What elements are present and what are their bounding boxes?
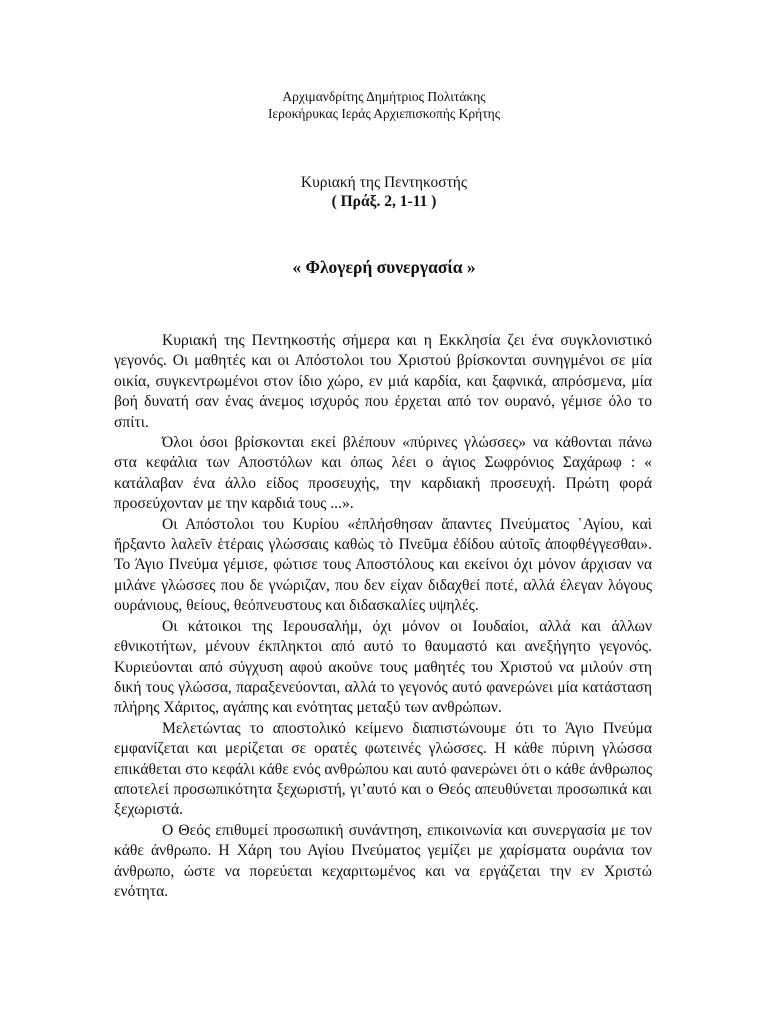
body-paragraph: Οι Απόστολοι του Κυρίου «ἐπλήσθησαν ἅπαντες Πνεύματος ῾Αγίου, καὶ ἤρξαντο λαλεῖν ἑτέραις γλώσσαις καθὼς τὸ Πνεῦμα ἐδίδου αὐτοῖς ἀποφθέγγεσθαι». Το Άγιο Πνεύμα γέμισε, φώτισε τους Αποστόλους και εκείνοι όχι μόνον άρχισαν να μιλάνε γλώσσες που δε γνώριζαν, που δεν είχαν διδαχθεί ποτέ, αλλά έλεγαν λόγους ουράνιους, θείους, θεόπνευστους και διδασκαλίες υψηλές. <box>114 515 652 615</box>
occasion-name: Κυριακή της Πεντηκοστής <box>300 174 468 191</box>
body-paragraph: Όλοι όσοι βρίσκονται εκεί βλέπουν «πύρινες γλώσσες» να κάθονται πάνω στα κεφάλια των Αποστόλων και όπως λέει ο άγιος Σωφρόνιος Σαχάρωφ : « κατάλαβαν ένα άλλο είδος προσευχής, την καρδιακή προσευχή. Πρώτη φορά προσεύχονταν με την καρδιά τους ...». <box>114 434 652 513</box>
author-header <box>0 88 768 122</box>
sermon-title: « Φλογερή συνεργασία » <box>292 257 476 277</box>
body-paragraph: Οι κάτοικοι της Ιερουσαλήμ, όχι μόνον οι Ιουδαίοι, αλλά και άλλων εθνικοτήτων, μένουν έκπληκτοι από αυτό το θαυμαστό και ανεξήγητο γεγονός. Κυριεύονται από σύγχυση αφού ακούνε τους μαθητές του Χριστού να μιλούν στη δική τους γλώσσα, παραξενεύονται, αλλά το γεγονός αυτό φανερώνει μία κατάσταση πλήρης Χάριτος, αγάπης και ενότητας μεταξύ των ανθρώπων. <box>114 617 652 717</box>
scripture-reference: ( Πράξ. 2, 1-11 ) <box>331 193 437 210</box>
author-name: Αρχιμανδρίτης Δημήτριος Πολιτάκης <box>282 89 486 104</box>
body-paragraph: Κυριακή της Πεντηκοστής σήμερα και η Εκκλησία ζει ένα συγκλονιστικό γεγονός. Οι μαθητές και οι Απόστολοι του Χριστού βρίσκονται συνηγμένοι σε μία οικία, συγκεντρωμένοι στον ίδιο χώρο, εν μιά καρδία, και ξαφνικά, απρόσμενα, μία βοή δυνατή σαν ένας άνεμος ισχυρός που έρχεται από τον ουρανό, γέμισε όλο το σπίτι. <box>114 332 652 431</box>
body-paragraph: Μελετώντας το αποστολικό κείμενο διαπιστώνουμε ότι το Άγιο Πνεύμα εμφανίζεται και μερίζεται σε ορατές φωτεινές γλώσσες. Η κάθε πύρινη γλώσσα επικάθεται στο κεφάλι κάθε ενός ανθρώπου και αυτό φανερώνει ότι ο κάθε άνθρωπος αποτελεί προσωπικότητα ξεχωριστή, γι’αυτό και ο Θεός απευθύνεται προσωπικά και ξεχωριστά. <box>114 719 652 819</box>
occasion-header <box>0 173 768 211</box>
sermon-body <box>114 331 652 902</box>
body-paragraph: Ο Θεός επιθυμεί προσωπική συνάντηση, επικοινωνία και συνεργασία με τον κάθε άνθρωπο. Η Χάρη του Αγίου Πνεύματος γεμίζει με χαρίσματα ουράνια τον άνθρωπο, ώστε να πορεύεται κεχαριτωμένος και να εργάζεται την εν Χριστώ ενότητα. <box>114 821 652 900</box>
author-position: Ιεροκήρυκας Ιεράς Αρχιεπισκοπής Κρήτης <box>267 106 501 121</box>
